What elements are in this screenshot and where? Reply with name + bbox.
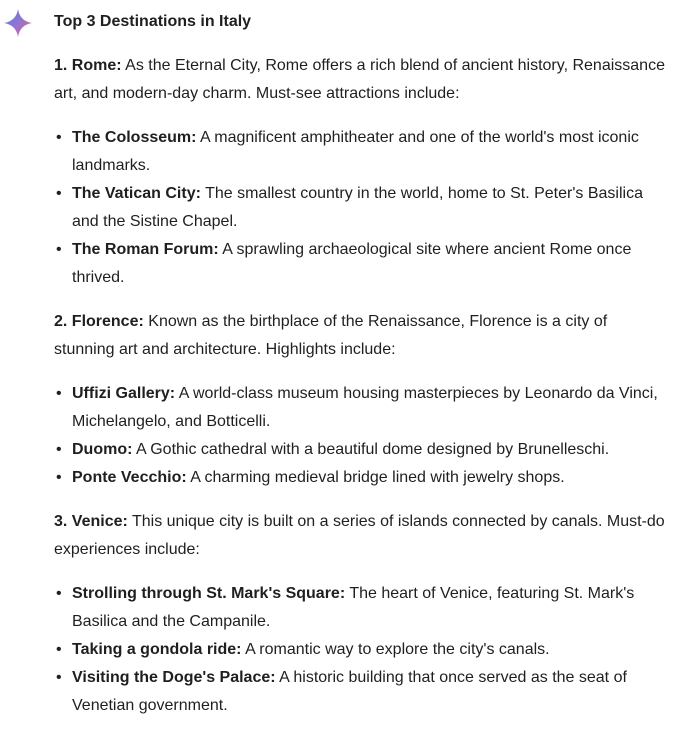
item-description: A sprawling archaeological site where ancient Rome once thrived. [72, 241, 632, 286]
item-name: The Roman Forum: [72, 241, 219, 258]
item-description: A historic building that once served as the seat of Venetian government. [72, 669, 627, 714]
item-description: The smallest country in the world, home to St. Peter's Basilica and the Sistine Chapel. [72, 185, 643, 230]
item-description: A Gothic cathedral with a beautiful dome designed by Brunelleschi. [136, 441, 610, 458]
item-name: The Colosseum: [72, 129, 197, 146]
item-name: Uffizi Gallery: [72, 385, 176, 402]
list-item: • The Colosseum: A magnificent amphitheater and one of the world's most iconic landmarks. [56, 129, 639, 174]
list-item: • Ponte Vecchio: A charming medieval bridge lined with jewelry shops. [56, 469, 565, 486]
item-description: The heart of Venice, featuring St. Mark's Basilica and the Campanile. [72, 585, 635, 630]
section-heading: 1. Rome: [54, 57, 122, 74]
list-item: • The Roman Forum: A sprawling archaeological site where ancient Rome once thrived. [56, 241, 632, 286]
attraction-list [54, 380, 672, 492]
item-name: Ponte Vecchio: [72, 469, 187, 486]
item-description: A romantic way to explore the city's canals. [245, 641, 550, 658]
list-item: • Visiting the Doge's Palace: A historic building that once served as the seat of Venetian government. [56, 669, 627, 714]
section-heading: 2. Florence: [54, 313, 144, 330]
gemini-sparkle-icon [3, 8, 33, 38]
section-intro-text: As the Eternal City, Rome offers a rich blend of ancient history, Renaissance art, and modern-day charm. Must-see attractions include: [54, 57, 665, 102]
response-title: Top 3 Destinations in Italy [54, 13, 252, 30]
section-intro [54, 308, 672, 364]
item-name: Duomo: [72, 441, 133, 458]
section-intro [54, 52, 672, 108]
item-description: A charming medieval bridge lined with jewelry shops. [190, 469, 565, 486]
list-item: • Duomo: A Gothic cathedral with a beautiful dome designed by Brunelleschi. [56, 441, 610, 458]
section-heading: 3. Venice: [54, 513, 128, 530]
item-name: Strolling through St. Mark's Square: [72, 585, 346, 602]
item-name: The Vatican City: [72, 185, 201, 202]
item-description: A magnificent amphitheater and one of the world's most iconic landmarks. [72, 129, 639, 174]
item-name: Visiting the Doge's Palace: [72, 669, 276, 686]
list-item: • Taking a gondola ride: A romantic way to explore the city's canals. [56, 641, 550, 658]
section-intro-text: This unique city is built on a series of islands connected by canals. Must-do experiences include: [54, 513, 665, 558]
item-description: A world-class museum housing masterpieces by Leonardo da Vinci, Michelangelo, and Botticelli. [72, 385, 658, 430]
attraction-list [54, 580, 672, 720]
list-item: • Uffizi Gallery: A world-class museum housing masterpieces by Leonardo da Vinci, Michelangelo, and Botticelli. [56, 385, 658, 430]
list-item: • Strolling through St. Mark's Square: The heart of Venice, featuring St. Mark's Basilica and the Campanile. [56, 585, 635, 630]
list-item: • The Vatican City: The smallest country in the world, home to St. Peter's Basilica and the Sistine Chapel. [56, 185, 643, 230]
section-intro [54, 508, 672, 564]
section-intro-text: Known as the birthplace of the Renaissance, Florence is a city of stunning art and architecture. Highlights include: [54, 313, 608, 358]
attraction-list [54, 124, 672, 292]
response-content [54, 10, 672, 736]
item-name: Taking a gondola ride: [72, 641, 242, 658]
